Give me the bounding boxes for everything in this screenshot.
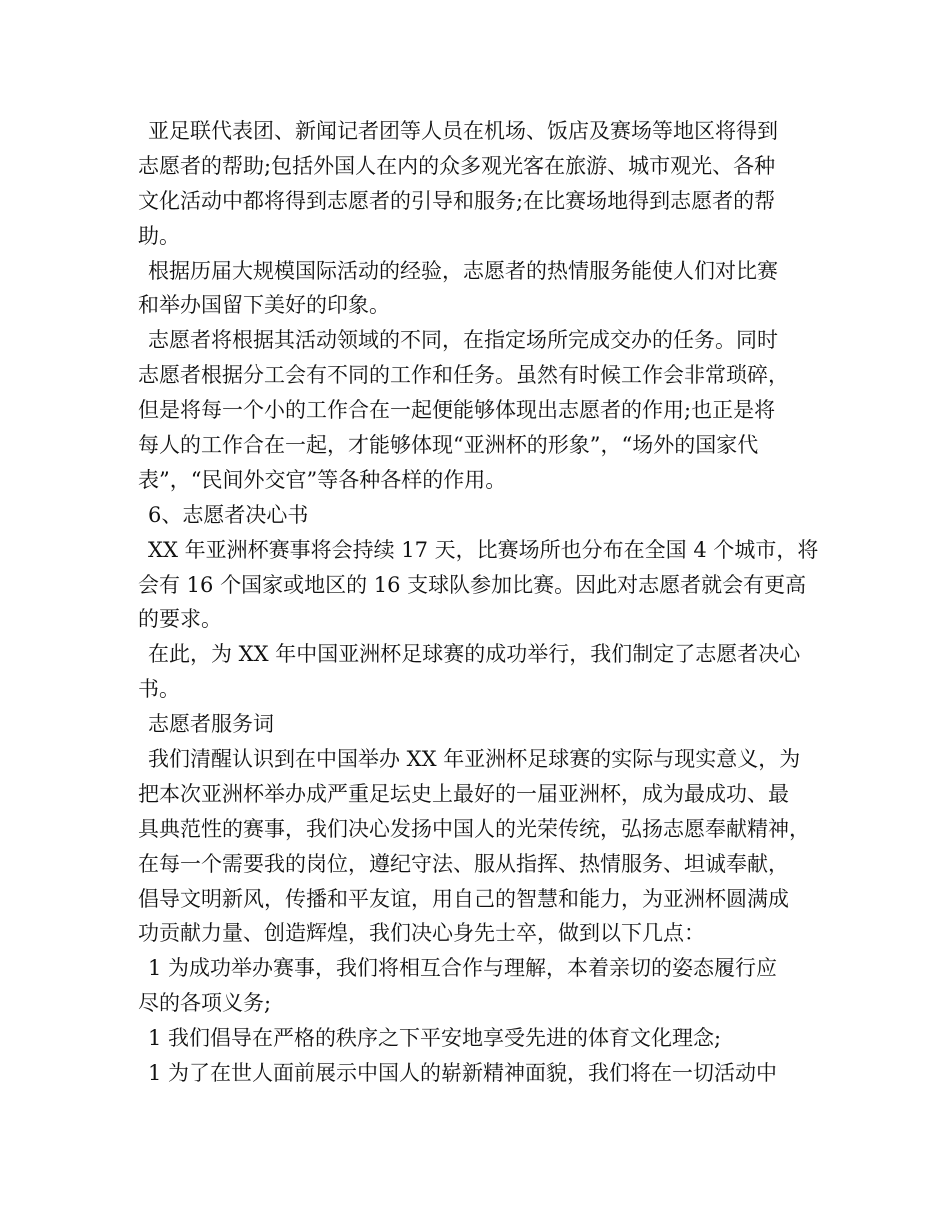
paragraph-line: 功贡献力量、创造辉煌，我们决心身先士卒，做到以下几点： xyxy=(138,921,705,946)
paragraph-line: 文化活动中都将得到志愿者的引导和服务;在比赛场地得到志愿者的帮 xyxy=(138,188,776,213)
paragraph-line: 志愿者的帮助;包括外国人在内的众多观光客在旅游、城市观光、各种 xyxy=(138,153,776,178)
paragraph-line: 志愿者将根据其活动领域的不同，在指定场所完成交办的任务。同时 xyxy=(148,328,778,353)
list-item-line: 1 为成功举办赛事，我们将相互合作与理解，本着亲切的姿态履行应 xyxy=(148,956,778,981)
paragraph-line: 根据历届大规模国际活动的经验，志愿者的热情服务能使人们对比赛 xyxy=(148,258,778,283)
paragraph-line: XX 年亚洲杯赛事将会持续 17 天，比赛场所也分布在全国 4 个城市，将 xyxy=(148,537,819,562)
paragraph-line: 把本次亚洲杯举办成严重足坛史上最好的一届亚洲杯，成为最成功、最 xyxy=(138,781,789,806)
list-item-line: 1 我们倡导在严格的秩序之下平安地享受先进的体育文化理念; xyxy=(148,1026,722,1051)
paragraph-line: 志愿者根据分工会有不同的工作和任务。虽然有时候工作会非常琐碎， xyxy=(138,363,789,388)
section-heading: 志愿者服务词 xyxy=(148,712,274,737)
paragraph-line: 助。 xyxy=(138,223,180,248)
list-item-line: 尽的各项义务; xyxy=(138,991,272,1016)
paragraph-line: 具典范性的赛事，我们决心发扬中国人的光荣传统，弘扬志愿奉献精神， xyxy=(138,816,810,841)
paragraph-line: 和举办国留下美好的印象。 xyxy=(138,293,390,318)
paragraph-line: 会有 16 个国家或地区的 16 支球队参加比赛。因此对志愿者就会有更高 xyxy=(138,572,807,597)
paragraph-line: 每人的工作合在一起，才能够体现“亚洲杯的形象”，“场外的国家代 xyxy=(138,433,759,458)
paragraph-line: 书。 xyxy=(138,677,180,702)
paragraph-line: 倡导文明新风，传播和平友谊，用自己的智慧和能力，为亚洲杯圆满成 xyxy=(138,886,789,911)
section-heading: 6、志愿者决心书 xyxy=(148,502,309,527)
document-body xyxy=(138,114,828,1091)
paragraph-line: 亚足联代表团、新闻记者团等人员在机场、饭店及赛场等地区将得到 xyxy=(148,119,778,143)
paragraph-line: 的要求。 xyxy=(138,607,222,632)
paragraph-line: 在每一个需要我的岗位，遵纪守法、服从指挥、热情服务、坦诚奉献， xyxy=(138,851,789,876)
paragraph-line: 在此，为 XX 年中国亚洲杯足球赛的成功举行，我们制定了志愿者决心 xyxy=(148,642,801,667)
list-item-line: 1 为了在世人面前展示中国人的崭新精神面貌，我们将在一切活动中 xyxy=(148,1061,778,1086)
paragraph-line: 但是将每一个小的工作合在一起便能够体现出志愿者的作用;也正是将 xyxy=(138,398,776,423)
paragraph-line: 我们清醒认识到在中国举办 XX 年亚洲杯足球赛的实际与现实意义，为 xyxy=(148,747,801,772)
paragraph-line: 表”，“民间外交官”等各种各样的作用。 xyxy=(138,467,507,492)
